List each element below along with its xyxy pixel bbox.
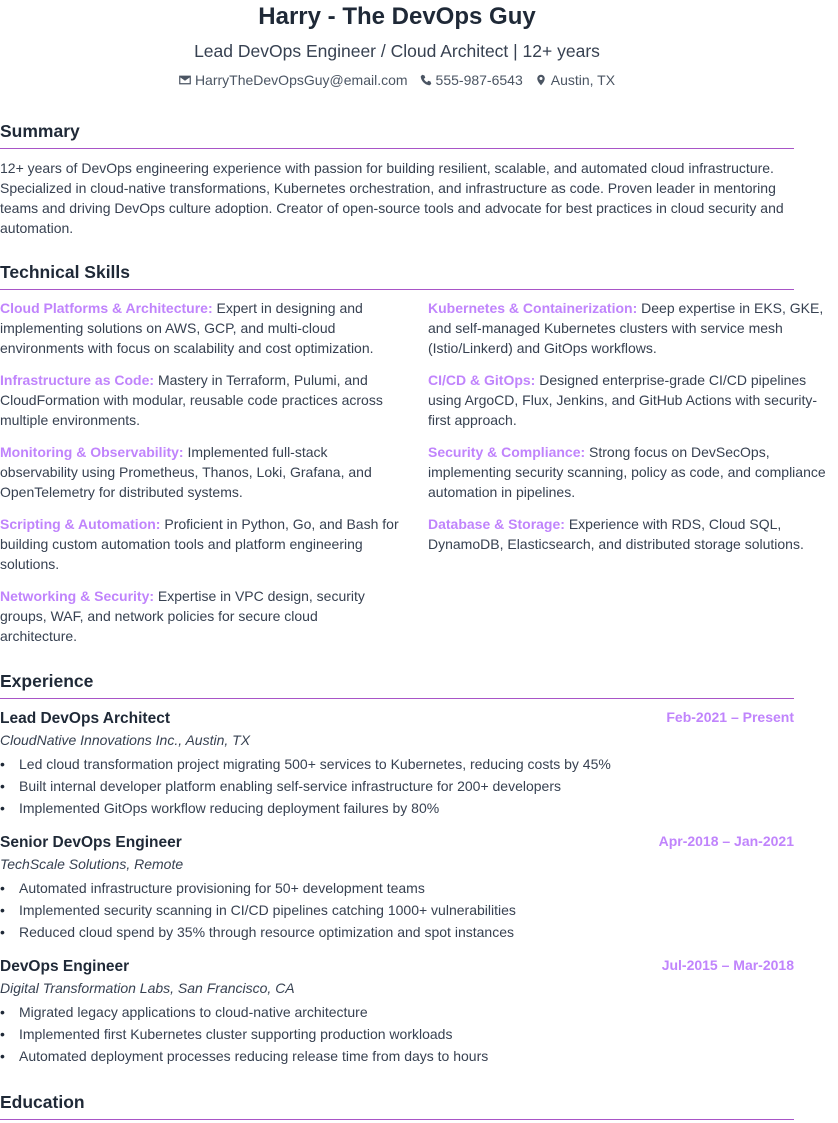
summary-line: automation.: [0, 220, 74, 236]
skill-text: Designed enterprise-grade CI/CD pipelines: [539, 372, 807, 388]
skill-kubernetes: [428, 298, 838, 358]
summary-section: [0, 120, 794, 238]
skill-text: building custom automation tools and platform engineering: [0, 536, 363, 552]
job-entry: [0, 833, 794, 943]
summary-line: 12+ years of DevOps engineering experience with passion for building resilient, scalable, and automated cloud infrastructure.: [0, 160, 774, 176]
job-bullets: [0, 877, 794, 943]
skill-text: first approach.: [428, 412, 517, 428]
skill-label: CI/CD & GitOps:: [428, 372, 536, 388]
envelope-icon: [179, 74, 191, 86]
list-item: • Built internal developer platform enabling self-service infrastructure for 200+ developers: [0, 775, 794, 797]
job-company: TechScale Solutions, Remote: [0, 856, 184, 872]
skill-label: Database & Storage:: [428, 516, 565, 532]
experience-heading: Experience: [0, 671, 94, 691]
skill-text: groups, WAF, and network policies for secure cloud: [0, 608, 318, 624]
list-item: • Automated deployment processes reducing release time from days to hours: [0, 1045, 794, 1067]
skill-text: observability using Prometheus, Thanos, Loki, Grafana, and: [0, 464, 372, 480]
skill-text: Proficient in Python, Go, and Bash for: [164, 516, 399, 532]
skill-text: solutions.: [0, 556, 60, 572]
job-date: Apr-2018 – Jan-2021: [658, 833, 794, 849]
list-item: • Migrated legacy applications to cloud-native architecture: [0, 1001, 794, 1023]
resume-header: [0, 0, 794, 89]
skill-text: Expert in designing and: [216, 300, 363, 316]
phone-text: 555-987-6543: [435, 72, 523, 88]
job-title: Senior DevOps Engineer: [0, 834, 182, 851]
list-item: • Automated infrastructure provisioning for 50+ development teams: [0, 877, 794, 899]
list-item: • Reduced cloud spend by 35% through resource optimization and spot instances: [0, 921, 794, 943]
skill-cloud-platforms: [0, 298, 410, 358]
skill-text: CloudFormation with modular, reusable code practices across: [0, 392, 383, 408]
skill-text: implementing security scanning, policy as code, and compliance: [428, 464, 826, 480]
list-item: • Implemented GitOps workflow reducing deployment failures by 80%: [0, 797, 794, 819]
skill-scripting: [0, 514, 410, 574]
skills-heading: Technical Skills: [0, 262, 131, 282]
skill-label: Monitoring & Observability:: [0, 444, 184, 460]
section-divider: [0, 289, 794, 290]
job-title: DevOps Engineer: [0, 958, 130, 975]
experience-section: [0, 670, 794, 699]
skill-monitoring: [0, 442, 410, 502]
skill-text: Deep expertise in EKS, GKE,: [641, 300, 824, 316]
skill-label: Networking & Security:: [0, 588, 155, 604]
section-divider: [0, 148, 794, 149]
job-company: CloudNative Innovations Inc., Austin, TX: [0, 732, 251, 748]
skill-text: Expertise in VPC design, security: [157, 588, 365, 604]
skill-text: multiple environments.: [0, 412, 141, 428]
skill-label: Infrastructure as Code:: [0, 372, 155, 388]
contact-email[interactable]: [179, 71, 408, 89]
skill-text: Mastery in Terraform, Pulumi, and: [157, 372, 368, 388]
skill-text: automation in pipelines.: [428, 484, 576, 500]
contact-location: [535, 71, 615, 89]
skill-label: Security & Compliance:: [428, 444, 586, 460]
skills-section: [0, 261, 794, 290]
skill-text: environments with focus on scalability and cost optimization.: [0, 340, 374, 356]
skill-text: using ArgoCD, Flux, Jenkins, and GitHub Actions with security-: [428, 392, 818, 408]
section-divider: [0, 698, 794, 699]
skill-text: Implemented full-stack: [187, 444, 328, 460]
job-entry: [0, 709, 794, 819]
skill-text: OpenTelemetry for distributed systems.: [0, 484, 243, 500]
skill-text: architecture.: [0, 628, 78, 644]
list-item: • Led cloud transformation project migrating 500+ services to Kubernetes, reducing costs by 45%: [0, 753, 794, 775]
job-title: Lead DevOps Architect: [0, 710, 170, 727]
skill-networking: [0, 586, 410, 646]
education-heading: Education: [0, 1092, 85, 1112]
phone-icon: [420, 74, 432, 86]
summary-line: teams and driving DevOps culture adoption. Creator of open-source tools and advocate for best practices in cloud security and: [0, 200, 784, 216]
job-bullets: [0, 1001, 794, 1067]
job-date: Jul-2015 – Mar-2018: [661, 957, 794, 973]
candidate-title: Lead DevOps Engineer / Cloud Architect | 12+ years: [194, 41, 600, 61]
skill-database: [428, 514, 838, 554]
list-item: • Implemented security scanning in CI/CD pipelines catching 1000+ vulnerabilities: [0, 899, 794, 921]
job-company: Digital Transformation Labs, San Francisco, CA: [0, 980, 295, 996]
skill-text: DynamoDB, Elasticsearch, and distributed storage solutions.: [428, 536, 804, 552]
candidate-name: Harry - The DevOps Guy: [258, 3, 536, 30]
summary-heading: Summary: [0, 121, 80, 141]
skill-text: Experience with RDS, Cloud SQL,: [568, 516, 782, 532]
job-entry: [0, 957, 794, 1067]
skill-text: implementing solutions on AWS, GCP, and multi-cloud: [0, 320, 336, 336]
contact-info: [0, 71, 794, 89]
summary-text: [0, 158, 794, 238]
skill-text: Strong focus on DevSecOps,: [589, 444, 770, 460]
job-bullets: [0, 753, 794, 819]
map-pin-icon: [535, 74, 547, 86]
skill-cicd: [428, 370, 838, 430]
skill-label: Scripting & Automation:: [0, 516, 161, 532]
contact-phone[interactable]: [420, 71, 523, 89]
location-text: Austin, TX: [550, 72, 616, 88]
skill-text: (Istio/Linkerd) and GitOps workflows.: [428, 340, 657, 356]
email-text: HarryTheDevOpsGuy@email.com: [194, 72, 408, 88]
job-date: Feb-2021 – Present: [666, 709, 794, 725]
skill-security: [428, 442, 838, 502]
skill-label: Cloud Platforms & Architecture:: [0, 300, 213, 316]
section-divider: [0, 1119, 794, 1120]
skill-text: and self-managed Kubernetes clusters with service mesh: [428, 320, 783, 336]
list-item: • Implemented first Kubernetes cluster supporting production workloads: [0, 1023, 794, 1045]
skill-iac: [0, 370, 410, 430]
education-section: [0, 1091, 794, 1120]
summary-line: Specialized in cloud-native transformations, Kubernetes orchestration, and infrastructure as code. Proven leader in mentoring: [0, 180, 776, 196]
skill-label: Kubernetes & Containerization:: [428, 300, 638, 316]
